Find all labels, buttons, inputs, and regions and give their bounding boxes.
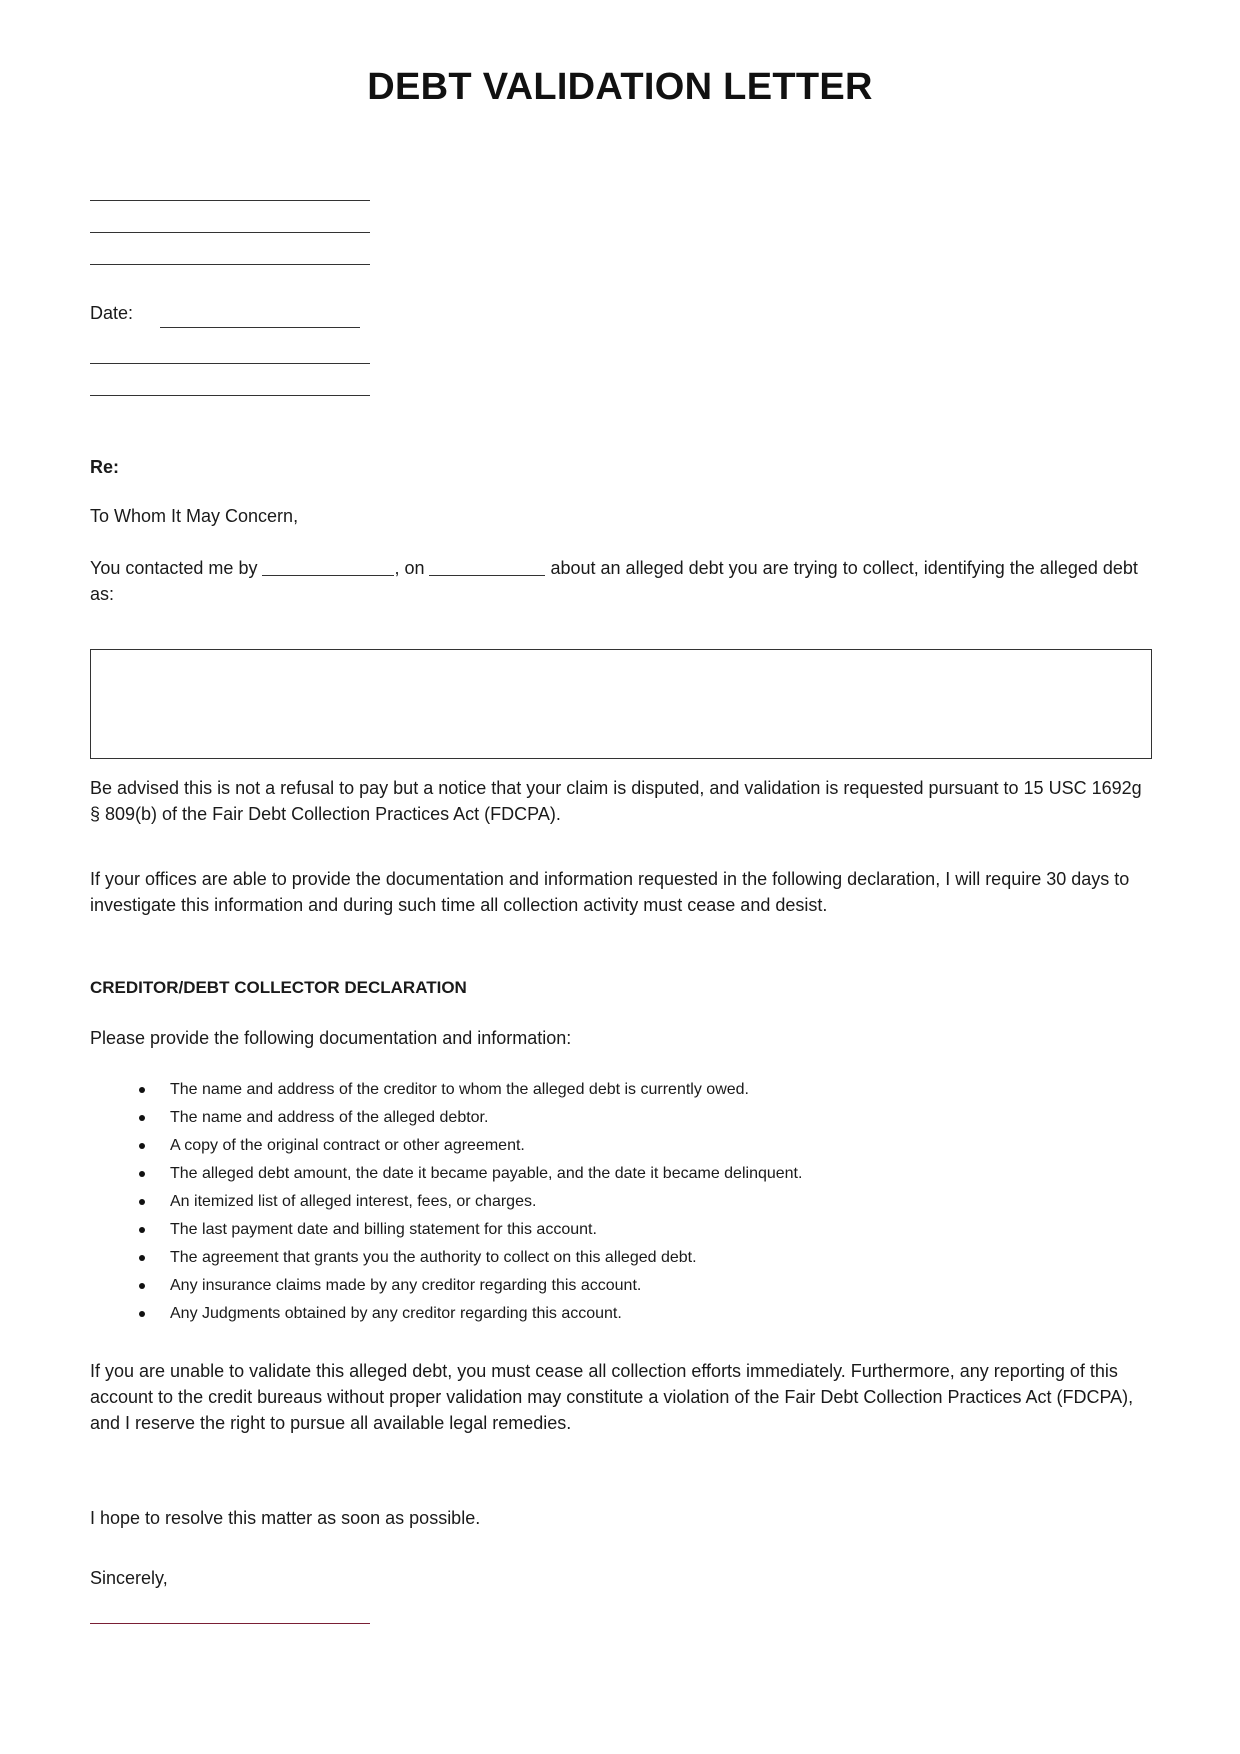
list-item <box>90 1160 1150 1188</box>
recipient-address-line-2[interactable] <box>90 395 370 396</box>
bullet-icon <box>139 1255 145 1261</box>
closing-hope: I hope to resolve this matter as soon as possible. <box>90 1508 481 1528</box>
list-item <box>90 1216 1150 1244</box>
re-label: Re: <box>90 457 120 477</box>
date-line[interactable] <box>160 327 360 328</box>
page-title: DEBT VALIDATION LETTER <box>367 66 873 108</box>
contact-paragraph <box>90 555 1152 607</box>
bullet-icon <box>139 1227 145 1233</box>
bullet-icon <box>139 1283 145 1289</box>
contact-date-blank[interactable] <box>429 557 545 576</box>
signature-line[interactable] <box>90 1623 370 1624</box>
list-item <box>90 1272 1150 1300</box>
bullet-icon <box>139 1143 145 1149</box>
list-item-text: A copy of the original contract or other agreement. <box>170 1137 525 1154</box>
sender-address-line-2[interactable] <box>90 232 370 233</box>
recipient-address-line-1[interactable] <box>90 363 370 364</box>
list-item <box>90 1104 1150 1132</box>
list-item <box>90 1244 1150 1272</box>
contact-text-part2: , on <box>394 558 430 578</box>
declaration-list <box>90 1076 1150 1328</box>
closing-sincerely: Sincerely, <box>90 1568 168 1588</box>
contact-text-part1: You contacted me by <box>90 558 263 578</box>
list-item-text: The name and address of the alleged debtor. <box>170 1109 489 1126</box>
unable-to-validate-paragraph: If you are unable to validate this alleged debt, you must cease all collection efforts immediately. Furthermore, any reporting of this account to the credit bureaus without proper validation may constitute a violation of the Fair Debt Collection Practices Act (FDCPA), and I reserve the right to pursue all available legal remedies. <box>90 1361 1134 1433</box>
bullet-icon <box>139 1115 145 1121</box>
bullet-icon <box>139 1171 145 1177</box>
list-item <box>90 1076 1150 1104</box>
declaration-heading: CREDITOR/DEBT COLLECTOR DECLARATION <box>90 978 467 997</box>
debt-description-box[interactable] <box>90 649 1152 759</box>
bullet-icon <box>139 1199 145 1205</box>
contact-text-part3: about an alleged debt you are trying to collect, identifying the alleged debt as: <box>90 558 1138 604</box>
list-item-text: The last payment date and billing statement for this account. <box>170 1221 597 1238</box>
list-item-text: The alleged debt amount, the date it became payable, and the date it became delinquent. <box>170 1165 803 1182</box>
list-item-text: The agreement that grants you the authority to collect on this alleged debt. <box>170 1249 697 1266</box>
list-item-text: An itemized list of alleged interest, fees, or charges. <box>170 1193 537 1210</box>
sender-address-line-3[interactable] <box>90 264 370 265</box>
contact-method-blank[interactable] <box>262 557 394 576</box>
dispute-paragraph: Be advised this is not a refusal to pay but a notice that your claim is disputed, and validation is requested pursuant to 15 USC 1692g § 809(b) of the Fair Debt Collection Practices Act (FDCPA). <box>90 778 1142 824</box>
bullet-icon <box>139 1087 145 1093</box>
investigate-paragraph: If your offices are able to provide the documentation and information requested in the following declaration, I will require 30 days to investigate this information and during such time all collection activity must cease and desist. <box>90 869 1130 915</box>
list-item-text: Any insurance claims made by any creditor regarding this account. <box>170 1277 642 1294</box>
sender-address-line-1[interactable] <box>90 200 370 201</box>
list-item-text: Any Judgments obtained by any creditor regarding this account. <box>170 1305 622 1322</box>
list-item <box>90 1132 1150 1160</box>
list-item <box>90 1300 1150 1328</box>
date-label: Date: <box>90 303 134 323</box>
salutation: To Whom It May Concern, <box>90 506 299 526</box>
declaration-intro: Please provide the following documentation and information: <box>90 1028 572 1048</box>
bullet-icon <box>139 1311 145 1317</box>
list-item-text: The name and address of the creditor to whom the alleged debt is currently owed. <box>170 1081 749 1098</box>
list-item <box>90 1188 1150 1216</box>
